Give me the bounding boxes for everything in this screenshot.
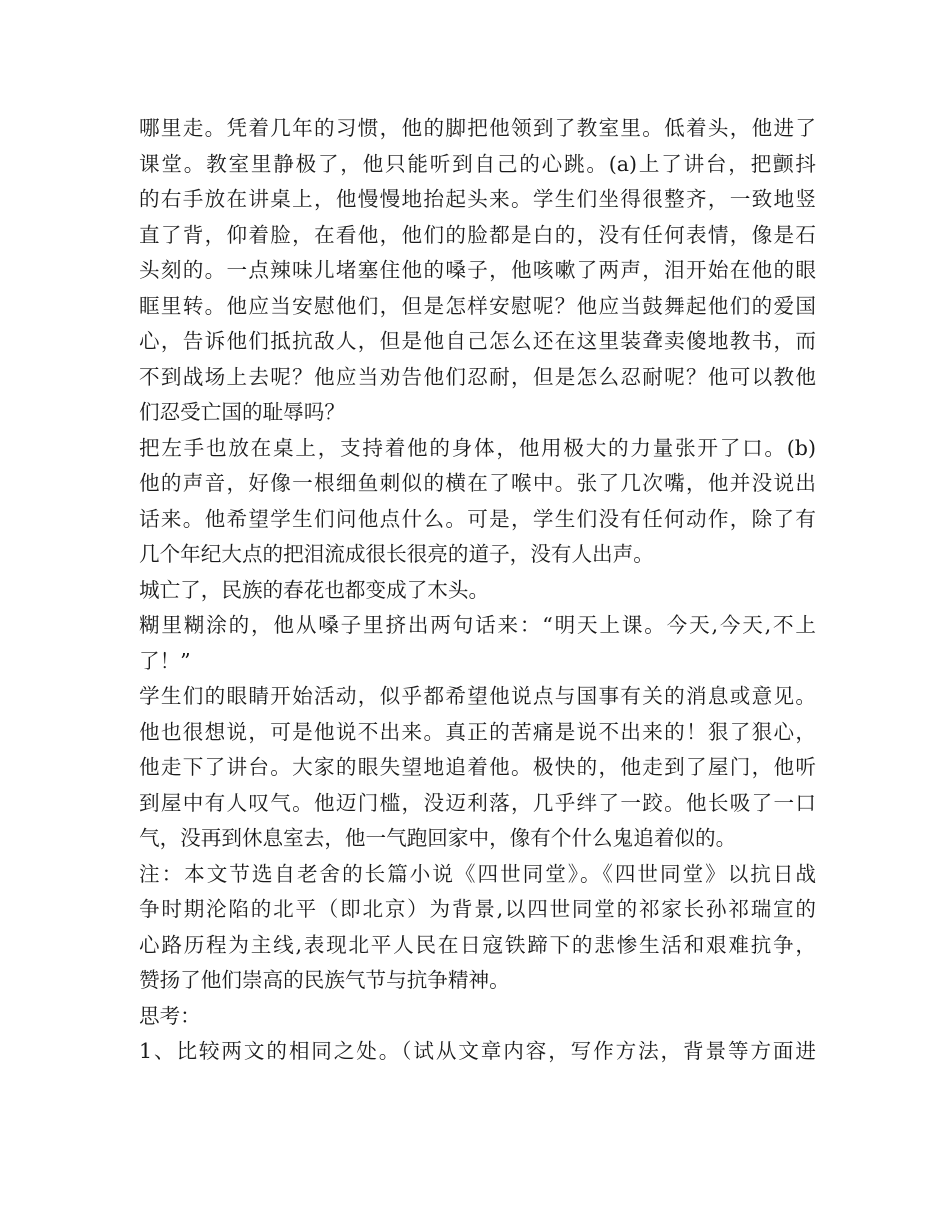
text-line-15: 糊里糊涂的，他从嗓子里挤出两句话来：“明天上课。今天,今天,不上 <box>139 613 816 637</box>
text-line-23: 争时期沦陷的北平（即北京）为背景,以四世同堂的祁家长孙祁瑞宣的 <box>139 897 816 921</box>
text-line-26: 思考： <box>139 1003 201 1028</box>
text-line-5: 头刻的。一点辣味儿堵塞住他的嗓子，他咳嗽了两声，泪开始在他的眼 <box>139 258 816 282</box>
text-line-2: 课堂。教室里静极了，他只能听到自己的心跳。(a)上了讲台，把颤抖 <box>139 151 816 176</box>
text-line-27: 1、比较两文的相同之处。（试从文章内容，写作方法，背景等方面进 <box>139 1039 816 1063</box>
text-line-13: 几个年纪大点的把泪流成很长很亮的道子，没有人出声。 <box>139 542 654 566</box>
text-line-22: 注：本文节选自老舍的长篇小说《四世同堂》。《四世同堂》以抗日战 <box>139 861 816 886</box>
text-line-16: 了！” <box>139 648 191 673</box>
text-line-11: 他的声音，好像一根细鱼刺似的横在了喉中。张了几次嘴，他并没说出 <box>139 471 816 495</box>
text-line-24: 心路历程为主线,表现北平人民在日寇铁蹄下的悲惨生活和艰难抗争， <box>139 932 816 957</box>
text-line-12: 话来。他希望学生们问他点什么。可是，学生们没有任何动作，除了有 <box>139 506 816 531</box>
text-line-6: 眶里转。他应当安慰他们，但是怎样安慰呢？他应当鼓舞起他们的爱国 <box>139 293 816 318</box>
text-line-7: 心，告诉他们抵抗敌人，但是他自己怎么还在这里装聋卖傻地教书，而 <box>139 329 816 353</box>
text-line-3: 的右手放在讲桌上，他慢慢地抬起头来。学生们坐得很整齐，一致地竖 <box>139 187 816 211</box>
text-line-14: 城亡了，民族的春花也都变成了木头。 <box>139 577 490 602</box>
text-line-10: 把左手也放在桌上，支持着他的身体，他用极大的力量张开了口。(b) <box>139 435 816 460</box>
text-line-4: 直了背，仰着脸，在看他，他们的脸都是白的，没有任何表情，像是石 <box>139 222 816 247</box>
body-text <box>139 111 816 1070</box>
text-line-18: 他也很想说，可是他说不出来。真正的苦痛是说不出来的！狠了狠心， <box>139 719 816 744</box>
text-line-19: 他走下了讲台。大家的眼失望地追着他。极快的，他走到了屋门，他听 <box>139 755 816 779</box>
text-line-20: 到屋中有人叹气。他迈门槛，没迈利落，几乎绊了一跤。他长吸了一口 <box>139 790 816 815</box>
text-line-25: 赞扬了他们崇高的民族气节与抗争精神。 <box>139 968 510 992</box>
text-line-9: 们忍受亡国的耻辱吗？ <box>139 400 345 424</box>
text-line-1: 哪里走。凭着几年的习惯，他的脚把他领到了教室里。低着头，他进了 <box>139 116 816 140</box>
text-line-8: 不到战场上去呢？他应当劝告他们忍耐，但是怎么忍耐呢？他可以教他 <box>139 364 816 389</box>
text-line-21: 气，没再到休息室去，他一气跑回家中，像有个什么鬼追着似的。 <box>139 826 737 850</box>
text-line-17: 学生们的眼睛开始活动，似乎都希望他说点与国事有关的消息或意见。 <box>139 684 816 708</box>
